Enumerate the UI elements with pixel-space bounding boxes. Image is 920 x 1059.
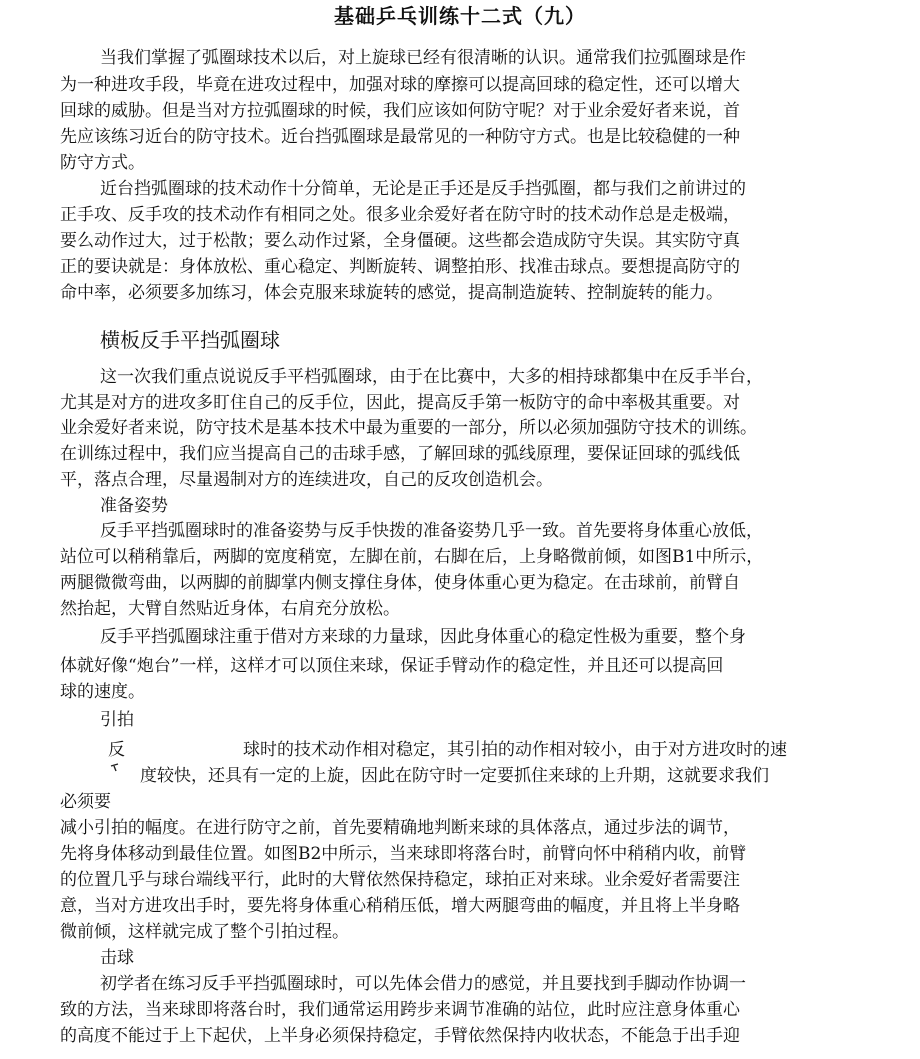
text-line: 反手平挡弧圈球时的准备姿势与反手快拨的准备姿势几乎一致。首先要将身体重心放低，: [100, 521, 763, 541]
text-line: 度较快，还具有一定的上旋，因此在防守时一定要抓住来球的上升期，这就要求我们: [140, 766, 769, 786]
text-line: 为一种进攻手段，毕竟在进攻过程中，加强对球的摩擦可以提高回球的稳定性，还可以增大: [60, 75, 740, 95]
text-line: 近台挡弧圈球的技术动作十分简单，无论是正手还是反手挡弧圈，都与我们之前讲过的: [100, 179, 746, 199]
text-line: 业余爱好者来说，防守技术是基本技术中最为重要的一部分，所以必须加强防守技术的训练。: [60, 418, 757, 438]
text-line: 正手攻、反手攻的技术动作有相同之处。很多业余爱好者在防守时的技术动作总是走极端，: [60, 205, 740, 225]
text-line: 球的速度。: [60, 682, 145, 702]
text-line: 先应该练习近台的防守技术。近台挡弧圈球是最常见的一种防守方式。也是比较稳健的一种: [60, 127, 740, 147]
text-line: 然抬起，大臂自然贴近身体，右肩充分放松。: [60, 599, 400, 619]
text-line: 反手平挡弧圈球注重于借对方来球的力量球，因此身体重心的稳定性极为重要，整个身: [100, 627, 746, 647]
page-title: 基础乒乓训练十二式（九）: [334, 4, 586, 28]
text-line: 体就好像“炮台”一样，这样才可以顶住来球，保证手臂动作的稳定性，并且还可以提高回: [60, 656, 724, 676]
text-line: 回球的威胁。但是当对方拉弧圈球的时候，我们应该如何防守呢？对于业余爱好者来说，首: [60, 101, 740, 121]
text-line: 命中率，必须要多加练习，体会克服来球旋转的感觉，提高制造旋转、控制旋转的能力。: [60, 283, 723, 303]
text-line: 的高度不能过于上下起伏，上半身必须保持稳定，手臂依然保持内收状态，不能急于出手迎: [60, 1026, 740, 1046]
text-line: 微前倾，这样就完成了整个引拍过程。: [60, 922, 349, 942]
text-line: 这一次我们重点说说反手平档弧圈球，由于在比赛中，大多的相持球都集中在反手半台，: [100, 367, 763, 387]
subheading-backswing: 引拍: [100, 710, 134, 730]
section-heading: 横板反手平挡弧圈球: [100, 328, 280, 352]
text-line: 球时的技术动作相对稳定，其引拍的动作相对较小，由于对方进攻时的速: [243, 740, 787, 760]
text-line: 平，落点合理，尽量遏制对方的连续进攻，自己的反攻创造机会。: [60, 470, 553, 490]
text-line: 减小引拍的幅度。在进行防守之前，首先要精确地判断来球的具体落点，通过步法的调节，: [60, 818, 740, 838]
figure-fragment-icon: [110, 763, 124, 773]
text-line: 正的要诀就是：身体放松、重心稳定、判断旋转、调整拍形、找准击球点。要想提高防守的: [60, 257, 740, 277]
text-line: 初学者在练习反手平挡弧圈球时，可以先体会借力的感觉，并且要找到手脚动作协调一: [100, 974, 746, 994]
text-line: 反: [108, 740, 125, 760]
text-line: 防守方式。: [60, 153, 145, 173]
text-line: 两腿微微弯曲，以两脚的前脚掌内侧支撑住身体，使身体重心更为稳定。在击球前，前臂自: [60, 573, 740, 593]
text-line: 的位置几乎与球台端线平行，此时的大臂依然保持稳定，球拍正对来球。业余爱好者需要注: [60, 870, 740, 890]
text-line: 意，当对方进攻出手时，要先将身体重心稍稍压低，增大两腿弯曲的幅度，并且将上半身略: [60, 896, 740, 916]
text-line: 在训练过程中，我们应当提高自己的击球手感，了解回球的弧线原理，要保证回球的弧线低: [60, 444, 740, 464]
text-line: 站位可以稍稍靠后，两脚的宽度稍宽，左脚在前，右脚在后，上身略微前倾，如图B1中所示，: [60, 547, 764, 567]
text-line: 必须要: [60, 792, 111, 812]
subheading-stroke: 击球: [100, 948, 134, 968]
text-line: 要么动作过大，过于松散；要么动作过紧，全身僵硬。这些都会造成防守失误。其实防守真: [60, 231, 740, 251]
text-line: 致的方法，当来球即将落台时，我们通常运用跨步来调节准确的站位，此时应注意身体重心: [60, 1000, 740, 1020]
subheading-preparation: 准备姿势: [100, 496, 168, 516]
text-line: 尤其是对方的进攻多盯住自己的反手位，因此，提高反手第一板防守的命中率极其重要。对: [60, 393, 740, 413]
text-line: 先将身体移动到最佳位置。如图B2中所示，当来球即将落台时，前臂向怀中稍稍内收，前臂: [60, 844, 747, 864]
text-line: 当我们掌握了弧圈球技术以后，对上旋球已经有很清晰的认识。通常我们拉弧圈球是作: [100, 48, 746, 68]
